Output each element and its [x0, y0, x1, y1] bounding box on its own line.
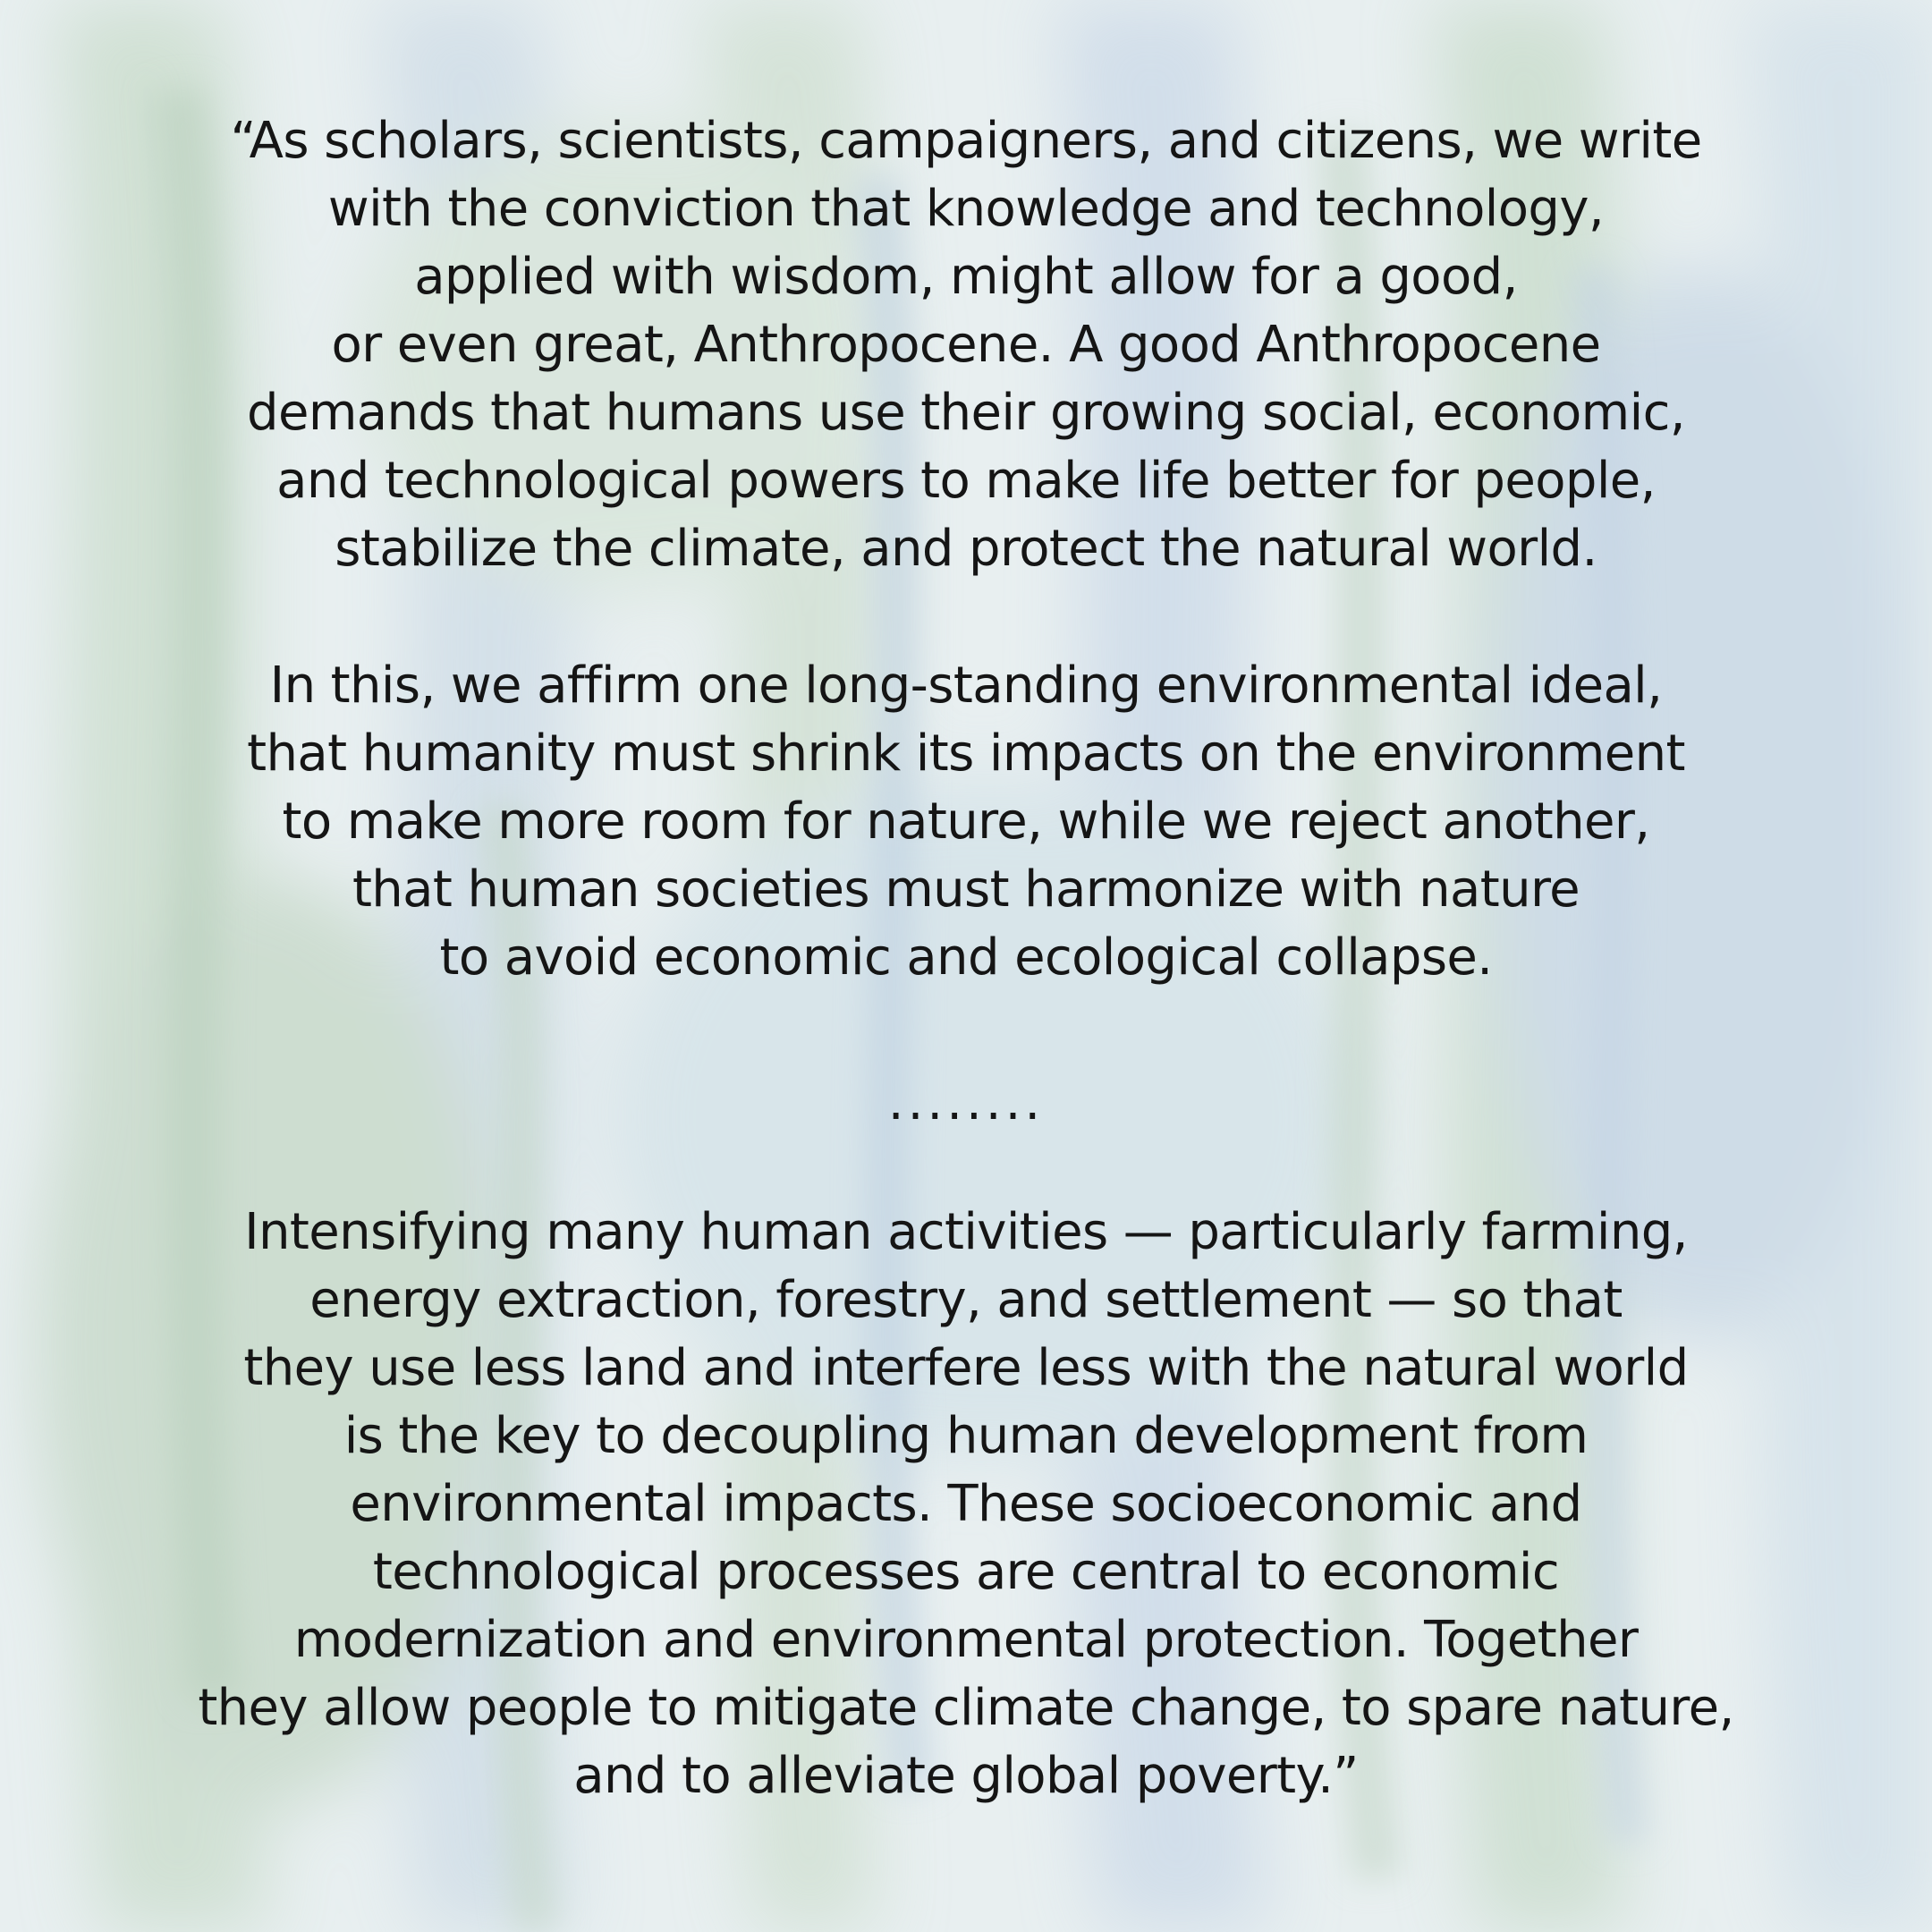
- quote-line: Intensifying many human activities — particularly farming,: [244, 1203, 1688, 1261]
- quote-line: demands that humans use their growing social, economic,: [247, 384, 1685, 442]
- quote-line: to avoid economic and ecological collapse.: [439, 928, 1493, 987]
- quote-line: stabilize the climate, and protect the natural world.: [335, 520, 1597, 578]
- quote-line: modernization and environmental protection. Together: [293, 1611, 1639, 1669]
- quote-line: and to alleviate global poverty.”: [573, 1747, 1359, 1805]
- quote-line: they use less land and interfere less with the natural world: [243, 1339, 1689, 1397]
- quote-line: energy extraction, forestry, and settlement — so that: [309, 1271, 1623, 1329]
- quote-line: they allow people to mitigate climate change, to spare nature,: [198, 1679, 1734, 1737]
- quote-line: environmental impacts. These socioeconomic and: [350, 1475, 1582, 1533]
- quote-line: is the key to decoupling human development from: [343, 1407, 1589, 1465]
- quote-line: technological processes are central to economic: [372, 1543, 1560, 1601]
- quote-line: or even great, Anthropocene. A good Anthropocene: [331, 316, 1601, 374]
- quote-line: In this, we affirm one long-standing environmental ideal,: [269, 657, 1663, 715]
- quote-line: applied with wisdom, might allow for a good,: [414, 248, 1518, 306]
- quote-line: and technological powers to make life better for people,: [276, 452, 1656, 510]
- quote-line: that humanity must shrink its impacts on the environment: [247, 724, 1685, 783]
- quote-line: that human societies must harmonize with nature: [352, 860, 1580, 919]
- quote-line: “As scholars, scientists, campaigners, and citizens, we write: [230, 112, 1702, 170]
- quote-line: to make more room for nature, while we reject another,: [282, 792, 1650, 851]
- ellipsis-separator: ........: [887, 1073, 1045, 1131]
- quote-line: with the conviction that knowledge and technology,: [327, 180, 1605, 238]
